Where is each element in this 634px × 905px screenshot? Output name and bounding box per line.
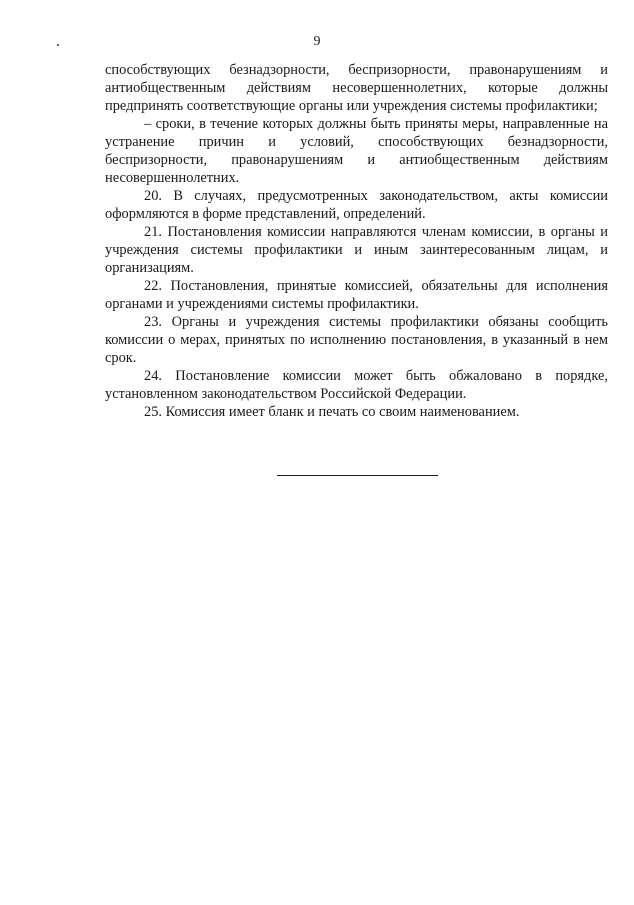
paragraph-22: 22. Постановления, принятые комиссией, обязательны для исполнения органами и учреждениями системы профилактики.: [105, 278, 608, 312]
page-number: 9: [313, 34, 321, 49]
document-body: [105, 61, 608, 421]
end-of-document-divider: [277, 475, 438, 476]
paragraph-24: 24. Постановление комиссии может быть обжаловано в порядке, установленном законодательством Российской Федерации.: [105, 368, 608, 402]
paragraph-25: 25. Комиссия имеет бланк и печать со своим наименованием.: [144, 404, 520, 420]
paragraph-continuation: способствующих безнадзорности, беспризорности, правонарушениям и антиобщественным действиям несовершеннолетних, которые должны предпринять соответствующие органы или учреждения системы профилактики;: [105, 62, 608, 114]
paragraph-deadlines-item: – сроки, в течение которых должны быть приняты меры, направленные на устранение причин и условий, способствующих безнадзорности, беспризорности, правонарушениям и антиобщественным действиям несовершеннолетних.: [105, 116, 608, 186]
paragraph-21: 21. Постановления комиссии направляются членам комиссии, в органы и учреждения системы профилактики и иным заинтересованным лицам, и организациям.: [105, 224, 608, 276]
scan-artifact-dot: [57, 44, 59, 46]
paragraph-23: 23. Органы и учреждения системы профилактики обязаны сообщить комиссии о мерах, принятых по исполнению постановления, в указанный в нем срок.: [105, 314, 608, 366]
paragraph-20: 20. В случаях, предусмотренных законодательством, акты комиссии оформляются в форме представлений, определений.: [105, 188, 608, 222]
